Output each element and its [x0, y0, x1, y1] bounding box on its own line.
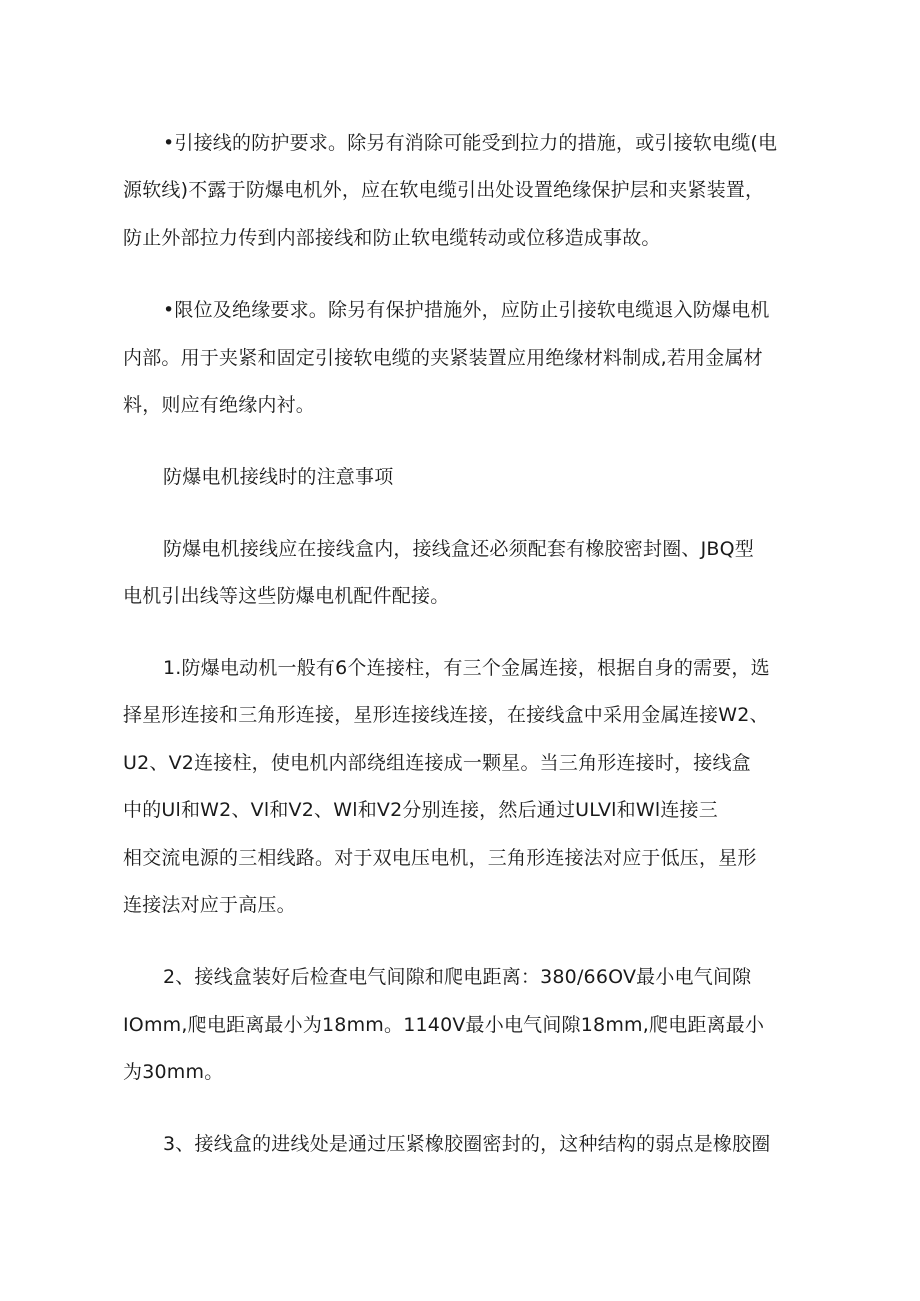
- text-line: 防爆电机接线应在接线盒内，接线盒还必须配套有橡胶密封圈、JBQ型: [163, 538, 754, 560]
- text-line: 1.防爆电动机一般有6个连接柱，有三个金属连接，根据自身的需要，选: [163, 657, 770, 679]
- text-line: 中的Ul和W2、Vl和V2、Wl和V2分别连接，然后通过ULVl和Wl连接三: [123, 799, 718, 821]
- text-line: U2、V2连接柱，使电机内部绕组连接成一颗星。当三角形连接时，接线盒: [123, 752, 751, 774]
- text-line: 连接法对应于高压。: [123, 894, 296, 916]
- text-line: 3、接线盒的进线处是通过压紧橡胶圈密封的，这种结构的弱点是橡胶圈: [163, 1133, 771, 1155]
- text-line: 为30mm。: [123, 1061, 224, 1083]
- text-line: 防止外部拉力传到内部接线和防止软电缆转动或位移造成事故。: [123, 227, 661, 249]
- text-line: 内部。用于夹紧和固定引接软电缆的夹紧装置应用绝缘材料制成,若用金属材: [123, 347, 763, 369]
- text-line: 料，则应有绝缘内衬。: [123, 394, 316, 416]
- text-line: 择星形连接和三角形连接，星形连接线连接，在接线盒中采用金属连接W2、: [123, 704, 769, 726]
- text-line: 电机引出线等这些防爆电机配件配接。: [123, 585, 450, 607]
- text-line: 2、接线盒装好后检查电气间隙和爬电距离：380/66OV最小电气间隙: [163, 966, 752, 988]
- text-line: IOmm,爬电距离最小为18mm。1140V最小电气间隙18mm,爬电距离最小: [123, 1014, 765, 1036]
- text-line: •限位及绝缘要求。除另有保护措施外，应防止引接软电缆退入防爆电机: [163, 299, 770, 321]
- text-line: 相交流电源的三相线路。对于双电压电机，三角形连接法对应于低压，星形: [123, 847, 757, 869]
- text-line: 源软线)不露于防爆电机外，应在软电缆引出处设置绝缘保护层和夹紧装置，: [123, 179, 765, 201]
- text-line: •引接线的防护要求。除另有消除可能受到拉力的措施，或引接软电缆(电: [163, 132, 778, 154]
- section-heading: 防爆电机接线时的注意事项: [163, 466, 394, 488]
